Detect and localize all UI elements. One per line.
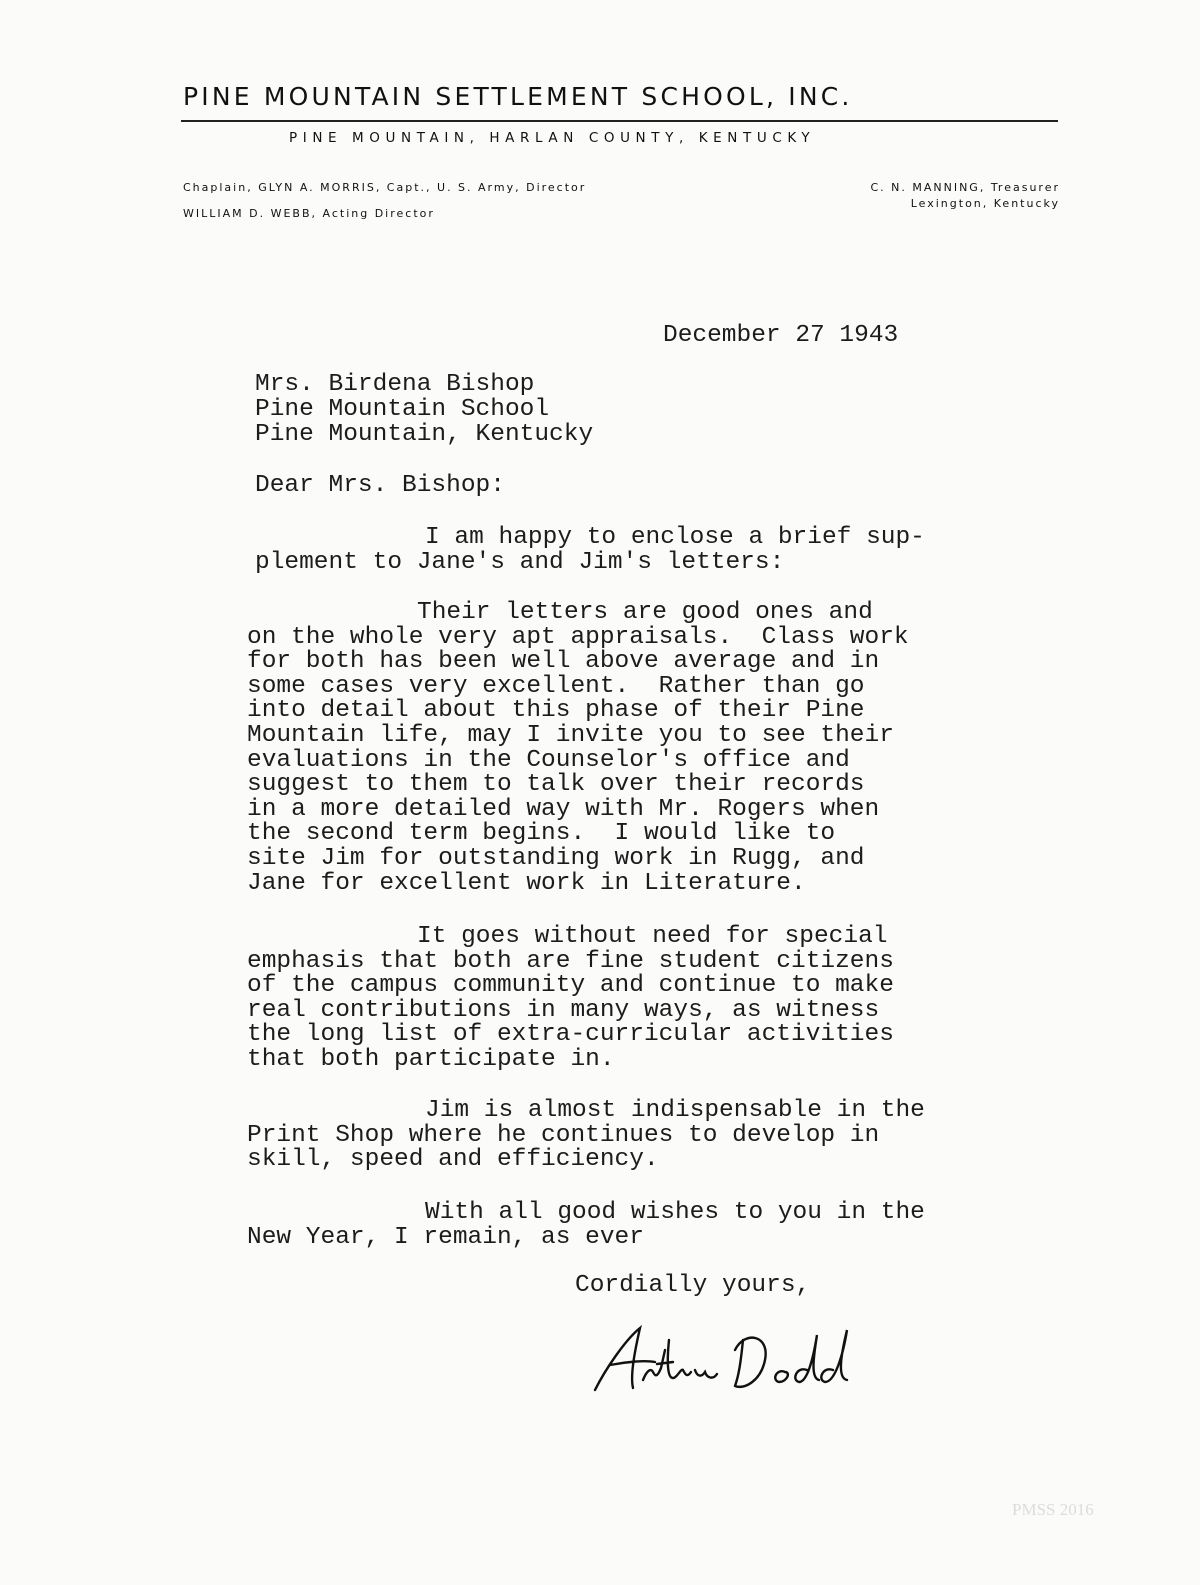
closing: Cordially yours, <box>575 1272 811 1299</box>
body-line: on the whole very apt appraisals. Class work <box>247 623 909 651</box>
body-line: I am happy to enclose a brief sup- <box>425 524 925 551</box>
body-line: some cases very excellent. Rather than go <box>247 672 865 700</box>
body-line: the long list of extra-curricular activities <box>247 1021 894 1049</box>
body-line: that both participate in. <box>247 1046 615 1073</box>
body-line: site Jim for outstanding work in Rugg, and <box>247 845 865 872</box>
body-line: suggest to them to talk over their records <box>247 771 865 799</box>
letter-date: December 27 1943 <box>663 322 899 349</box>
body-line: Print Shop where he continues to develop in <box>247 1121 880 1149</box>
body-line: of the campus community and continue to make <box>247 972 894 1000</box>
body-line: Jim is almost indispensable in the <box>425 1097 925 1124</box>
letterhead-director: Chaplain, GLYN A. MORRIS, Capt., U. S. Army, Director <box>183 181 587 194</box>
body-line: the second term begins. I would like to <box>247 820 836 848</box>
body-line: With all good wishes to you in the <box>425 1199 925 1226</box>
body-line: Their letters are good ones and <box>417 599 873 626</box>
body-line: New Year, I remain, as ever <box>247 1223 644 1251</box>
body-line: emphasis that both are fine student citizens <box>247 947 894 975</box>
recipient-line: Mrs. Birdena Bishop <box>255 371 535 398</box>
body-line: in a more detailed way with Mr. Rogers when <box>247 795 880 823</box>
body-line: for both has been well above average and in <box>247 648 880 676</box>
watermark: PMSS 2016 <box>1012 1500 1094 1519</box>
body-line: Jane for excellent work in Literature. <box>247 869 806 897</box>
body-line: skill, speed and efficiency. <box>247 1146 659 1174</box>
letterhead-treasurer: C. N. MANNING, Treasurer <box>870 181 1060 194</box>
letterhead-organization: PINE MOUNTAIN SETTLEMENT SCHOOL, INC. <box>183 82 853 111</box>
letterhead-rule <box>181 120 1058 122</box>
letterhead-address: PINE MOUNTAIN, HARLAN COUNTY, KENTUCKY <box>289 130 816 146</box>
letterhead-acting-director: WILLIAM D. WEBB, Acting Director <box>183 207 435 220</box>
body-line: plement to Jane's and Jim's letters: <box>255 548 785 576</box>
salutation: Dear Mrs. Bishop: <box>255 472 505 499</box>
body-line: into detail about this phase of their Pine <box>247 697 865 725</box>
recipient-line: Pine Mountain School <box>255 396 550 423</box>
signature <box>585 1320 865 1405</box>
letterhead-treasurer-location: Lexington, Kentucky <box>910 197 1060 210</box>
body-line: Mountain life, may I invite you to see their <box>247 722 894 749</box>
body-line: evaluations in the Counselor's office and <box>247 746 850 774</box>
body-line: It goes without need for special <box>417 923 888 950</box>
body-line: real contributions in many ways, as witness <box>247 996 880 1024</box>
recipient-line: Pine Mountain, Kentucky <box>255 421 594 448</box>
